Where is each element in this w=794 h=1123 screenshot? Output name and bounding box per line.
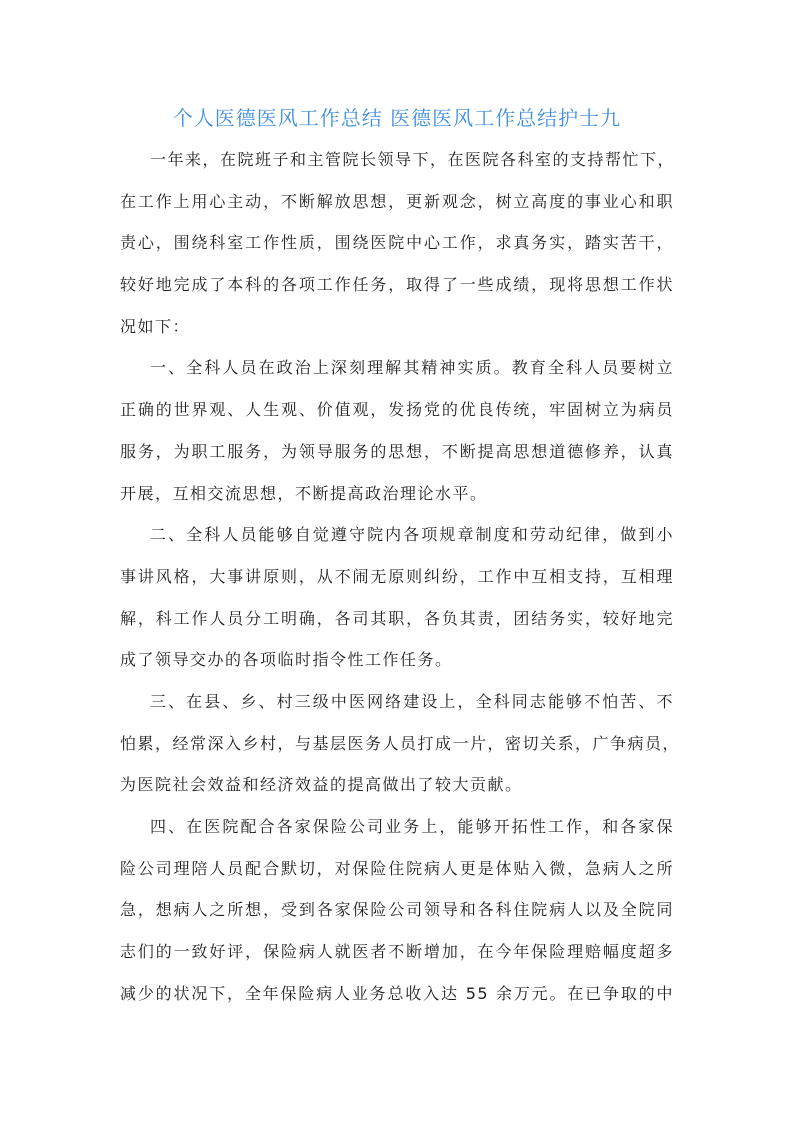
paragraph [120,681,681,806]
page-title: 个人医德医风工作总结 医德医风工作总结护士九 [172,106,622,130]
text-line: 一年来，在院班子和主管院长领导下，在医院各科室的支持帮忙下， [150,150,676,169]
text-line: 责心，围绕科室工作性质，围绕医院中心工作，求真务实，踏实苦干， [120,233,674,253]
text-line: 三、在县、乡、村三级中医网络建设上，全科同志能够不怕苦、不 [150,691,674,711]
text-line: 成了领导交办的各项临时指令性工作任务。 [120,650,453,670]
text-line: 急，想病人之所想，受到各家保险公司领导和各科住院病人以及全院同 [120,900,674,920]
text-line: 事讲风格，大事讲原则，从不闹无原则纠纷，工作中互相支持，互相理 [120,566,674,586]
text-line: 况如下： [120,316,191,336]
text-line: 开展，互相交流思想，不断提高政治理论水平。 [120,483,488,503]
text-line: 解，科工作人员分工明确，各司其职，各负其责，团结务实，较好地完 [120,608,674,628]
text-line: 正确的世界观、人生观、价值观，发扬党的优良传统，牢固树立为病员 [120,400,674,420]
paragraph [120,806,674,1014]
text-line: 志们的一致好评，保险病人就医者不断增加，在今年保险理赔幅度超多 [120,942,674,962]
text-line: 四、在医院配合各家保险公司业务上，能够开拓性工作，和各家保 [150,817,674,836]
paragraph [120,139,674,347]
text-line: 二、全科人员能够自觉遵守院内各项规章制度和劳动纪律，做到小 [150,525,674,545]
text-line: 减少的状况下，全年保险病人业务总收入达 55 余万元。在已争取的中 [120,983,674,1003]
text-line: 一、全科人员在政治上深刻理解其精神实质。教育全科人员要树立 [150,358,674,378]
document-body [120,139,681,1014]
paragraph [120,347,674,514]
paragraph [120,514,674,681]
text-line: 怕累，经常深入乡村，与基层医务人员打成一片，密切关系，广争病员， [120,733,681,753]
text-line: 在工作上用心主动，不断解放思想，更新观念，树立高度的事业心和职 [120,191,674,211]
text-line: 险公司理陪人员配合默切，对保险住院病人更是体贴入微，急病人之所 [120,858,674,878]
text-line: 为医院社会效益和经济效益的提高做出了较大贡献。 [120,775,523,795]
text-line: 服务，为职工服务，为领导服务的思想，不断提高思想道德修养，认真 [120,441,674,461]
text-line: 较好地完成了本科的各项工作任务，取得了一些成绩，现将思想工作状 [120,275,674,295]
